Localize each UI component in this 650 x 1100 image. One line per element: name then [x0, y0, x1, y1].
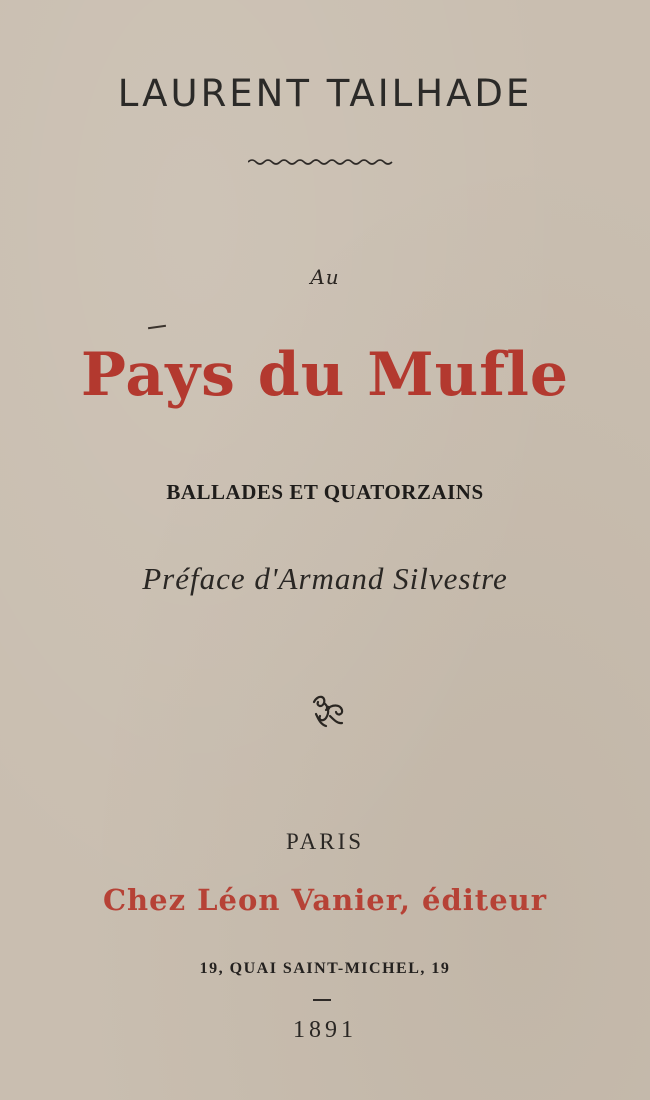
imprint-publisher: Chez Léon Vanier, éditeur: [102, 883, 548, 917]
author-name: LAURENT TAILHADE: [117, 72, 533, 115]
imprint-divider: [313, 999, 331, 1001]
book-title: Pays du Mufle: [80, 340, 570, 410]
imprint-year: 1891: [293, 1017, 357, 1043]
imprint-city: PARIS: [285, 829, 365, 854]
title-preposition: Au: [310, 265, 340, 289]
book-subtitle: BALLADES ET QUATORZAINS: [166, 480, 484, 504]
fleuron-icon: [308, 690, 348, 730]
ink-mark: [148, 325, 166, 329]
imprint-address: 19, QUAI SAINT-MICHEL, 19: [199, 960, 451, 977]
wavy-rule: [248, 156, 396, 168]
preface-credit: Préface d'Armand Silvestre: [142, 561, 508, 596]
